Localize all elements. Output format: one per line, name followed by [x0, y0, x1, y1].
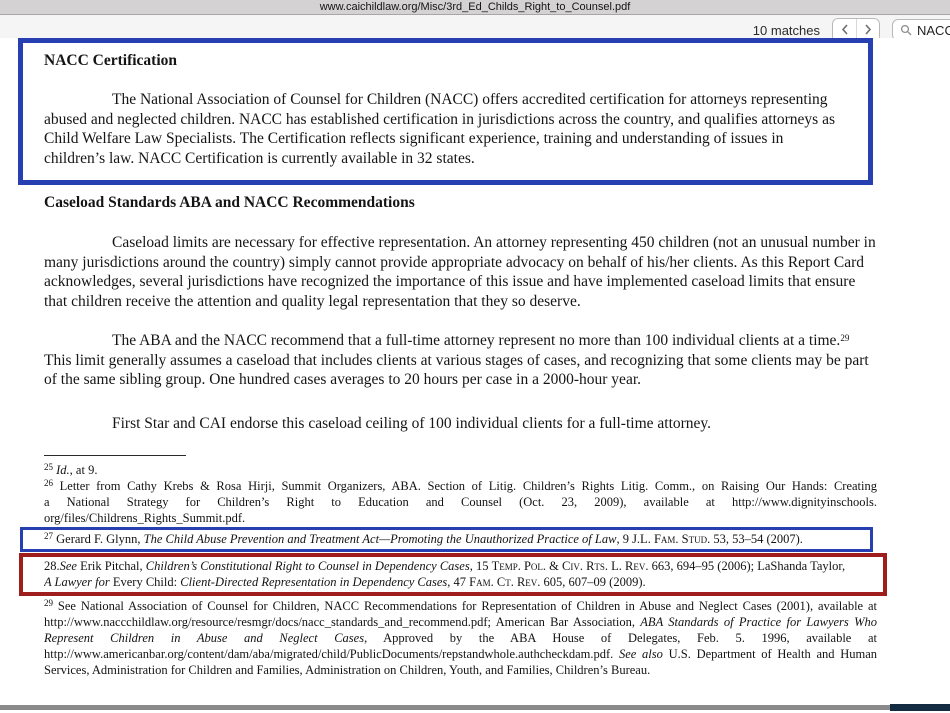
footnote-29: $^{29}$ See National Association of Counsel for Children, NACC Recommendations for Representation of Children in Abuse and Neglect Cases (2001), available at http://www.naccchildlaw.org/resource/resmgr/docs/nacc_standards_and_recommend.pdf; American Bar Association, ABA Standards of Practice for Lawyers Who Represent Children in Abuse and Neglect Cases, Approved by the ABA House of Delegates, Feb. 5. 1996, available at http://www.americanbar.org/content/dam/aba/migrated/child/PublicDocuments/repstandwhole.authcheckdam.pdf. See also U.S. Department of Health and Human Services, Administration for Children and Families, Administration on Children, Youth, and Families, Children’s Bureau. — [44, 597, 878, 677]
blue-highlight-box-certification — [18, 38, 873, 185]
search-icon — [900, 24, 912, 36]
section-heading-caseload-standards: Caseload Standards ABA and NACC Recommendations — [44, 194, 415, 211]
window-title-bar — [0, 0, 950, 15]
footnote-28-line2: A Lawyer for Every Child: Client-Directed Representation in Dependency Cases, 47 Fam. Ct. Rev. 605, 607–09 (2009). — [44, 575, 646, 589]
section-heading-nacc-certification: NACC Certification — [44, 52, 178, 69]
footnote-27: $^{27}$ Gerard F. Glynn, The Child Abuse Prevention and Treatment Act—Promoting the Unauthorized Practice of Law, 9 J.L. Fam. Stud. 53, 53–54 (2007). — [44, 531, 803, 546]
footnote-28-line1: 28.See Erik Pitchal, Children’s Constitutional Right to Counsel in Dependency Cases, 15 Temp. Pol. & Civ. Rts. L. Rev. 663, 694–95 (2006); LaShanda Taylor, — [44, 559, 846, 573]
search-input[interactable] — [917, 23, 950, 38]
red-highlight-box-footnote-28 — [19, 553, 887, 596]
blue-highlight-box-footnote-27 — [20, 527, 873, 552]
paragraph-aba-nacc-recommendation: The ABA and the NACC recommend that a full-time attorney represent no more than 100 individual clients at a time.$^{29}$ This limit generally assumes a caseload that includes clients at various stages of cases, and recognizing that some clients may be part of the same sibling group. One hundred cases averages to 20 hours per case in a 2000-hour year. — [44, 332, 869, 388]
paragraph-caseload-limits: Caseload limits are necessary for effective representation. An attorney representing 450 children (not an unusual number in many jurisdictions around the country) simply cannot provide appropriate advocacy on behalf of his/her clients. As this Report Card acknowledges, several jurisdictions have recognized the importance of this issue and have implemented caseload limits that ensure that children receive the attention and quality legal representation that they so deserve. — [44, 234, 876, 310]
paragraph-certification: The National Association of Counsel for Children (NACC) offers accredited certification for attorneys representing abused and neglected children. NACC has established certification in jurisdictions across the country, and qualifies attorneys as Child Welfare Law Specialists. The Certification reflects significant experience, training and understanding of issues in children’s law. NACC Certification is currently available in 32 states. — [44, 91, 835, 167]
footnotes-block — [44, 462, 877, 678]
chevron-left-icon — [841, 23, 849, 38]
bottom-window-edge — [0, 705, 890, 710]
match-count-label: 10 matches — [752, 22, 820, 38]
chevron-right-icon — [864, 23, 872, 38]
pdf-page — [0, 38, 950, 678]
window-title: www.caichildlaw.org/Misc/3rd_Ed_Childs_Right_to_Counsel.pdf — [319, 1, 631, 13]
footnote-26: $^{26}$ Letter from Cathy Krebs & Rosa Hirji, Summit Organizers, ABA. Section of Litig. Children’s Rights Litig. Comm., on Raising Our Hands: Creating a National Strategy for Children’s Right to Education and Counsel (Oct. 23, 2009), available at http://www.dignityinschools. org/files/Childrens_Rights_Summit.pdf. — [44, 477, 877, 525]
bottom-right-window-edge — [890, 704, 950, 711]
footnote-separator — [44, 455, 186, 456]
footnote-25: $^{25}$ Id., at 9. — [44, 461, 98, 477]
paragraph-first-star-cai: First Star and CAI endorse this caseload ceiling of 100 individual clients for a full-time attorney. — [112, 414, 712, 432]
